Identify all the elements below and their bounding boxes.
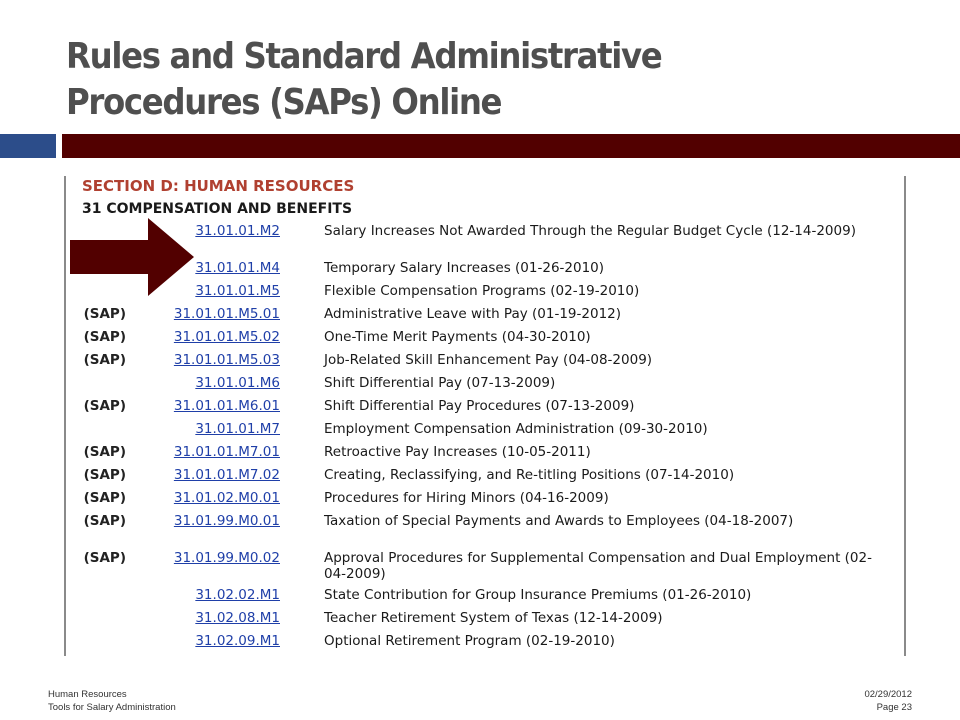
rule-link[interactable]: 31.01.01.M7.02 — [173, 467, 280, 483]
list-item — [66, 444, 904, 467]
footer-right — [864, 688, 912, 714]
list-item — [66, 490, 904, 513]
list-item — [66, 375, 904, 398]
rule-link[interactable]: 31.01.01.M2 — [195, 223, 280, 239]
section-title: SECTION D: HUMAN RESOURCES — [82, 177, 355, 195]
sap-tag: (SAP) — [83, 513, 126, 529]
rule-link[interactable]: 31.01.01.M6 — [195, 375, 280, 391]
footer-department: Human Resources — [48, 689, 127, 700]
footer-date: 02/29/2012 — [864, 689, 912, 700]
list-item — [66, 306, 904, 329]
rule-description: Procedures for Hiring Minors (04-16-2009) — [324, 490, 609, 506]
arrow-right-icon — [70, 218, 194, 296]
list-item — [66, 352, 904, 375]
sap-tag: (SAP) — [83, 444, 126, 460]
rule-description: Retroactive Pay Increases (10-05-2011) — [324, 444, 591, 460]
sap-tag: (SAP) — [83, 306, 126, 322]
rule-description: Teacher Retirement System of Texas (12-14-2009) — [324, 610, 663, 626]
list-item — [66, 329, 904, 352]
list-item — [66, 421, 904, 444]
list-item — [66, 633, 904, 656]
list-item — [66, 610, 904, 633]
rule-description: Optional Retirement Program (02-19-2010) — [324, 633, 615, 649]
rule-link[interactable]: 31.02.08.M1 — [195, 610, 280, 626]
footer-page-number: Page 23 — [876, 702, 912, 713]
slide-title — [66, 34, 840, 126]
rule-description: State Contribution for Group Insurance Premiums (01-26-2010) — [324, 587, 752, 603]
sap-tag: (SAP) — [83, 352, 126, 368]
sap-tag: (SAP) — [83, 490, 126, 506]
list-item — [66, 587, 904, 610]
rule-link[interactable]: 31.02.02.M1 — [195, 587, 280, 603]
list-item — [66, 467, 904, 490]
rule-link[interactable]: 31.01.99.M0.02 — [173, 550, 280, 566]
rule-description: Temporary Salary Increases (01-26-2010) — [324, 260, 605, 276]
rule-description: One-Time Merit Payments (04-30-2010) — [324, 329, 591, 345]
accent-bar-red — [62, 134, 960, 158]
sap-tag: (SAP) — [83, 550, 126, 566]
accent-bar-blue — [0, 134, 56, 158]
rule-description: Flexible Compensation Programs (02-19-2010) — [324, 283, 640, 299]
slide-title-line-1: Rules and Standard Administrative — [66, 36, 662, 77]
list-item — [66, 513, 904, 550]
rule-description: Salary Increases Not Awarded Through the Regular Budget Cycle (12-14-2009) — [324, 223, 856, 239]
list-item — [66, 550, 904, 587]
rule-link[interactable]: 31.02.09.M1 — [195, 633, 280, 649]
rule-link[interactable]: 31.01.99.M0.01 — [173, 513, 280, 529]
rule-description: Shift Differential Pay (07-13-2009) — [324, 375, 556, 391]
rule-link[interactable]: 31.01.02.M0.01 — [173, 490, 280, 506]
rule-link[interactable]: 31.01.01.M5.01 — [173, 306, 280, 322]
list-item — [66, 398, 904, 421]
sap-tag: (SAP) — [83, 398, 126, 414]
sap-tag: (SAP) — [83, 467, 126, 483]
rule-link[interactable]: 31.01.01.M5.03 — [173, 352, 280, 368]
rule-description: Job-Related Skill Enhancement Pay (04-08-2009) — [324, 352, 653, 368]
footer-subtitle: Tools for Salary Administration — [48, 702, 176, 713]
rule-description: Shift Differential Pay Procedures (07-13-2009) — [324, 398, 635, 414]
rule-description: Creating, Reclassifying, and Re-titling Positions (07-14-2010) — [324, 467, 735, 483]
rule-link[interactable]: 31.01.01.M4 — [195, 260, 280, 276]
sap-tag: (SAP) — [83, 329, 126, 345]
rule-description: Employment Compensation Administration (09-30-2010) — [324, 421, 708, 437]
rule-link[interactable]: 31.01.01.M5 — [195, 283, 280, 299]
rule-description: Approval Procedures for Supplemental Compensation and Dual Employment (02-04-2009) — [324, 550, 872, 582]
rule-link[interactable]: 31.01.01.M7 — [195, 421, 280, 437]
rule-link[interactable]: 31.01.01.M7.01 — [173, 444, 280, 460]
footer-left — [48, 688, 176, 714]
subsection-title: 31 COMPENSATION AND BENEFITS — [82, 201, 353, 217]
rule-description: Taxation of Special Payments and Awards to Employees (04-18-2007) — [324, 513, 794, 529]
rule-description: Administrative Leave with Pay (01-19-2012) — [324, 306, 622, 322]
rule-link[interactable]: 31.01.01.M6.01 — [173, 398, 280, 414]
rule-link[interactable]: 31.01.01.M5.02 — [173, 329, 280, 345]
slide-title-line-2: Procedures (SAPs) Online — [66, 82, 502, 123]
